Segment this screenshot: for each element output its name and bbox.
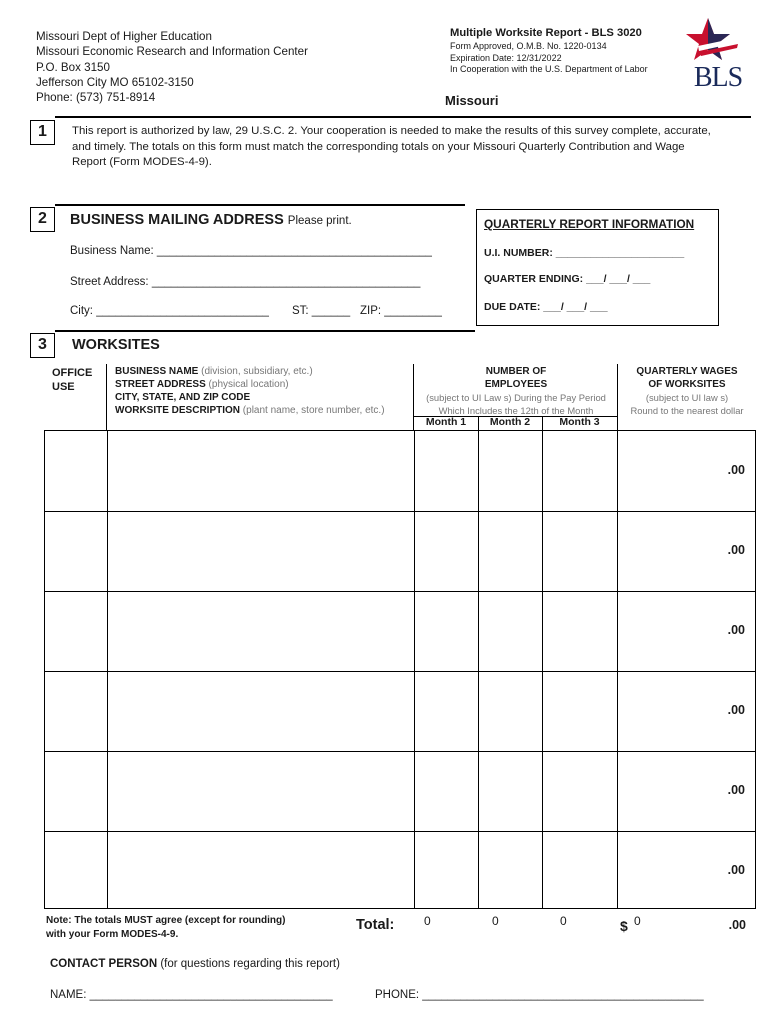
mailing-address-heading: BUSINESS MAILING ADDRESS [70, 212, 284, 228]
employees-header [414, 365, 618, 417]
totals-note [46, 914, 285, 942]
wages-header-note1: (subject to UI law s) [645, 392, 729, 403]
contact-person-label: CONTACT PERSON [50, 958, 158, 970]
contact-person-note: (for questions regarding this report) [160, 958, 340, 970]
quarterly-report-title: QUARTERLY REPORT INFORMATION [484, 217, 695, 231]
wages-header-note2: Round to the nearest dollar [630, 405, 744, 416]
contact-phone-field[interactable]: PHONE: ____________________________________________ [375, 989, 704, 1001]
office-use-header-line2: USE [52, 381, 75, 393]
office-use-header [52, 366, 92, 394]
grid-row-divider [45, 831, 755, 832]
mailing-address-note: Please print. [287, 215, 352, 227]
total-wages[interactable]: 0 [634, 914, 641, 928]
worksite-description-col-note: (plant name, store number, etc.) [242, 405, 385, 416]
worksite-description-col: WORKSITE DESCRIPTION [115, 405, 241, 416]
street-address-col-note: (physical location) [208, 379, 289, 390]
wages-header-line1: QUARTERLY WAGES [636, 366, 738, 377]
month-3-header: Month 3 [559, 416, 600, 428]
section-2-rule [55, 204, 465, 206]
grid-row-divider [45, 511, 755, 512]
form-cooperation: In Cooperation with the U.S. Department of Labor [450, 63, 648, 74]
row-6-wages-cents: .00 [727, 863, 745, 877]
grid-col-divider [478, 431, 479, 908]
business-name-field[interactable]: Business Name: ___________________________________________ [70, 245, 432, 257]
form-expiration: Expiration Date: 12/31/2022 [450, 52, 562, 63]
month-header-divider-1 [478, 416, 479, 430]
contact-name-field[interactable]: NAME: ______________________________________ [50, 989, 333, 1001]
zip-field[interactable]: ZIP: _________ [360, 305, 442, 317]
section-2-number: 2 [30, 207, 55, 232]
worksites-title: WORKSITES [72, 337, 160, 353]
section-2-title [70, 212, 352, 228]
wages-header-line2: OF WORKSITES [648, 379, 726, 390]
agency-line-3: P.O. Box 3150 [36, 60, 110, 74]
agency-line-1: Missouri Dept of Higher Education [36, 30, 212, 43]
office-use-header-line1: OFFICE [52, 367, 93, 379]
totals-note-line2: with your Form MODES-4-9. [46, 929, 179, 940]
employees-header-note1: (subject to UI Law s) During the Pay Period [426, 392, 606, 403]
street-address-col: STREET ADDRESS [115, 379, 206, 390]
row-2-wages-cents: .00 [727, 543, 745, 557]
agency-line-4: Jefferson City MO 65102-3150 [36, 75, 194, 89]
ui-number-field[interactable]: U.I. NUMBER: ______________________ [484, 247, 685, 259]
bls-logo-text: BLS [693, 62, 743, 93]
month-1-header: Month 1 [425, 416, 467, 428]
state-field[interactable]: ST: ______ [292, 305, 351, 317]
employees-header-note2: Which Includes the 12th of the Month [438, 405, 594, 416]
business-name-col: BUSINESS NAME [115, 366, 199, 377]
grid-col-divider [107, 431, 108, 908]
header-separator-1 [106, 364, 107, 430]
due-date-field[interactable]: DUE DATE: ___/ ___/ ___ [484, 301, 608, 313]
form-approved: Form Approved, O.M.B. No. 1220-0134 [450, 41, 607, 52]
street-address-field[interactable]: Street Address: __________________________________________ [70, 276, 421, 288]
row-4-wages-cents: .00 [727, 703, 745, 717]
total-label: Total: [356, 917, 395, 933]
agency-line-5: Phone: (573) 751-8914 [36, 91, 156, 105]
totals-note-line1: Note: The totals MUST agree (except for rounding) [46, 915, 286, 926]
section-3-rule [55, 330, 475, 332]
row-5-wages-cents: .00 [727, 783, 745, 797]
total-dollar-sign: $ [620, 918, 628, 934]
state-name: Missouri [445, 93, 499, 108]
form-header [450, 28, 648, 75]
worksites-table [44, 430, 756, 909]
total-month-3[interactable]: 0 [560, 914, 567, 928]
quarter-ending-field[interactable]: QUARTER ENDING: ___/ ___/ ___ [484, 273, 651, 285]
bls-logo [686, 16, 750, 96]
grid-row-divider [45, 751, 755, 752]
section-1-rule [55, 116, 751, 118]
agency-address [36, 29, 308, 105]
business-name-col-note: (division, subsidiary, etc.) [201, 366, 313, 377]
city-state-zip-col: CITY, STATE, AND ZIP CODE [115, 392, 251, 403]
section-3-number: 3 [30, 333, 55, 358]
contact-person-heading [50, 958, 340, 970]
total-month-2[interactable]: 0 [492, 914, 499, 928]
grid-row-divider [45, 591, 755, 592]
section-1-text: This report is authorized by law, 29 U.S.C. 2. Your cooperation is needed to make the results of this survey complete, accurate, and timely. The totals on this form must match the corresponding totals on your Missouri Quarterly Contribution and Wage Report (Form MODES-4-9). [72, 125, 711, 168]
wages-header [620, 365, 754, 417]
total-month-1[interactable]: 0 [424, 914, 431, 928]
worksite-info-header [115, 365, 385, 417]
month-2-header: Month 2 [489, 416, 531, 428]
grid-col-divider [617, 431, 618, 908]
grid-row-divider [45, 671, 755, 672]
agency-line-2: Missouri Economic Research and Information Center [36, 45, 308, 59]
city-field[interactable]: City: ___________________________ [70, 305, 269, 317]
employees-header-line1: NUMBER OF [485, 366, 547, 377]
total-wages-cents: .00 [728, 918, 746, 932]
grid-col-divider [542, 431, 543, 908]
employees-header-line2: EMPLOYEES [484, 379, 548, 390]
form-title: Multiple Worksite Report - BLS 3020 [450, 27, 642, 39]
header-separator-3 [617, 364, 618, 430]
grid-col-divider [414, 431, 415, 908]
row-3-wages-cents: .00 [727, 623, 745, 637]
row-1-wages-cents: .00 [727, 463, 745, 477]
month-header-divider-2 [542, 416, 543, 430]
section-1-number: 1 [30, 120, 55, 145]
